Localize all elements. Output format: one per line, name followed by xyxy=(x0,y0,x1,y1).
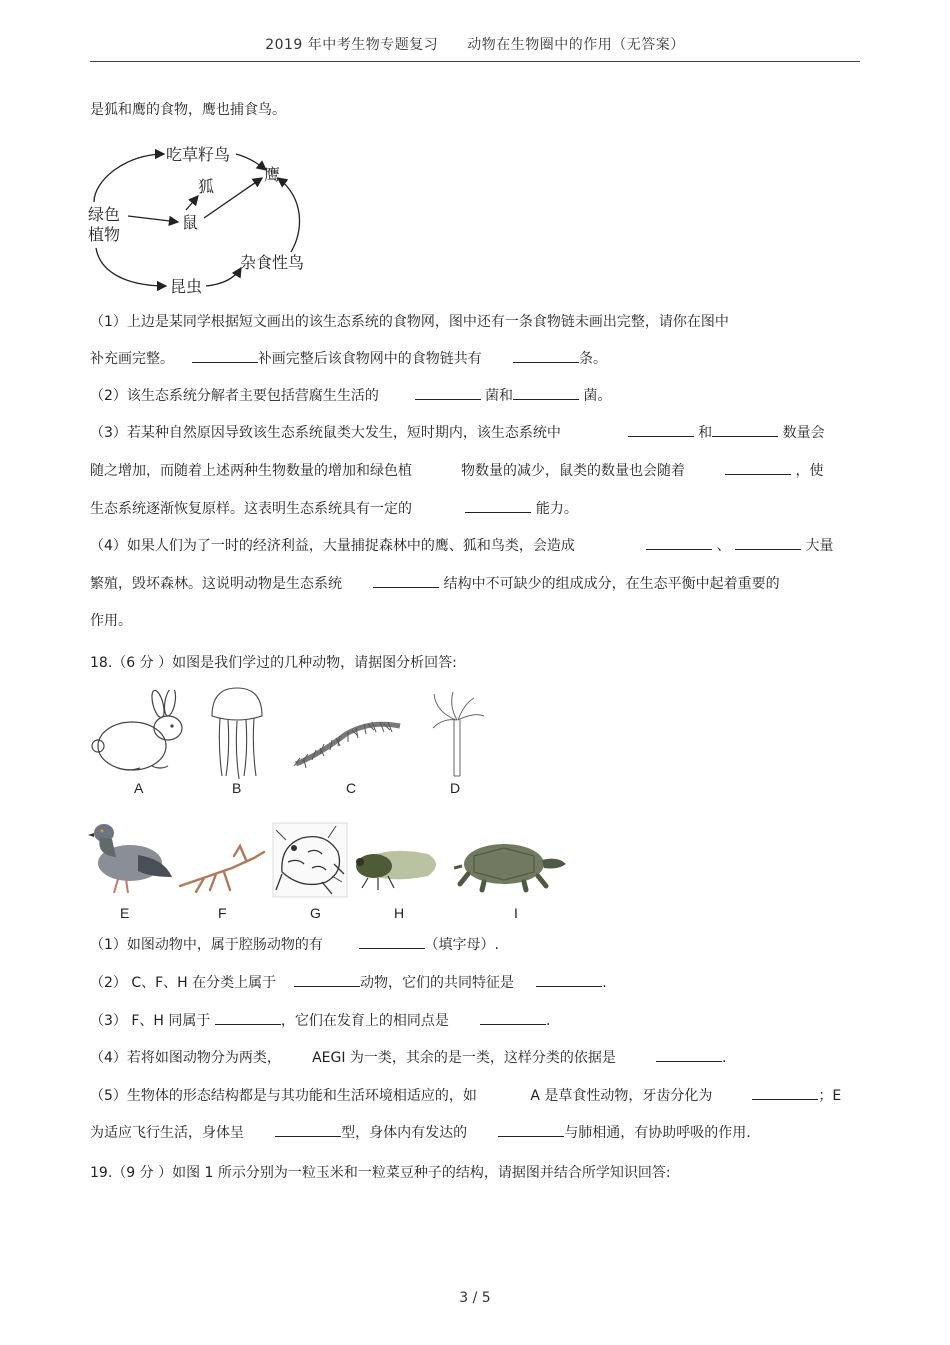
label-E: E xyxy=(120,905,130,921)
answer-blank[interactable] xyxy=(513,387,579,400)
label-A: A xyxy=(134,780,144,796)
label-C: C xyxy=(346,780,357,796)
q18-title: 18.（6 分 ）如图是我们学过的几种动物，请据图分析回答: xyxy=(90,655,457,671)
answer-blank[interactable] xyxy=(735,537,801,550)
rabbit-illustration xyxy=(88,690,192,776)
label-I: I xyxy=(514,905,518,921)
arrow-seedbird-to-eagle xyxy=(236,154,266,170)
arrow-insect-to-omnibird xyxy=(206,268,241,286)
arrow-omnibird-to-eagle xyxy=(278,178,300,252)
q17-part1-line1: （1）上边是某同学根据短文画出的该生态系统的食物网，图中还有一条食物链未画出完整，请你在图中 xyxy=(90,314,729,330)
label-F: F xyxy=(218,905,227,921)
answer-blank[interactable] xyxy=(373,575,439,588)
page-number: 3 / 5 xyxy=(459,1290,491,1306)
jellyfish-illustration xyxy=(208,686,266,782)
answer-blank[interactable] xyxy=(646,537,712,550)
centipede-illustration xyxy=(290,714,406,770)
node-fox: 狐 xyxy=(198,177,215,196)
answer-blank[interactable] xyxy=(275,1124,341,1137)
node-insect: 昆虫 xyxy=(170,277,203,296)
turtle-illustration xyxy=(454,834,570,894)
answer-blank[interactable] xyxy=(480,1012,546,1025)
answer-blank[interactable] xyxy=(498,1124,564,1137)
label-H: H xyxy=(394,905,405,921)
q18-part3: （3） F、H 同属于 ，它们在发育上的相同点是 . xyxy=(90,1013,551,1029)
answer-blank[interactable] xyxy=(752,1087,818,1100)
answer-blank[interactable] xyxy=(628,424,694,437)
q17-part4-line2: 繁殖，毁坏森林。这说明动物是生态系统 结构中不可缺少的组成成分，在生态平衡中起着重要的 xyxy=(90,576,780,592)
q18-part5-line2: 为适应飞行生活，身体呈 型，身体内有发达的 与肺相通，有协助呼吸的作用. xyxy=(90,1125,751,1141)
node-plant-line2: 植物 xyxy=(88,225,121,244)
frog-illustration xyxy=(272,822,348,898)
answer-blank[interactable] xyxy=(465,500,531,513)
answer-blank[interactable] xyxy=(359,936,425,949)
q18-part5-line1: （5）生物体的形态结构都是与其功能和生活环境相适应的，如 A 是草食性动物，牙齿分化为 ；E xyxy=(90,1088,842,1104)
q17-part1-line2: 补充画完整。 补画完整后该食物网中的食物链共有 条。 xyxy=(90,351,607,367)
answer-blank[interactable] xyxy=(415,387,481,400)
q17-part3-line1: （3）若某种自然原因导致该生态系统鼠类大发生，短时期内，该生态系统中 和 数量会 xyxy=(90,425,825,441)
hydra-illustration xyxy=(428,690,488,780)
answer-blank[interactable] xyxy=(712,424,778,437)
answer-blank[interactable] xyxy=(294,974,360,987)
q18-part2: （2） C、F、H 在分类上属于 动物，它们的共同特征是 . xyxy=(90,975,607,991)
node-seed-bird: 吃草籽鸟 xyxy=(166,145,231,164)
node-eagle: 鹰 xyxy=(264,165,281,184)
cicada-illustration xyxy=(348,838,448,892)
answer-blank[interactable] xyxy=(513,350,579,363)
label-G: G xyxy=(310,905,321,921)
arrow-plant-to-mouse xyxy=(128,216,178,222)
mantis-illustration xyxy=(176,842,268,894)
answer-blank[interactable] xyxy=(725,462,791,475)
intro-text: 是狐和鹰的食物，鹰也捕食鸟。 xyxy=(90,102,286,118)
arrow-mouse-to-fox xyxy=(186,196,198,210)
node-omnivore-bird: 杂食性鸟 xyxy=(240,253,305,272)
q17-part3-line2: 随之增加，而随着上述两种生物数量的增加和绿色植 物数量的减少，鼠类的数量也会随着 ，使 xyxy=(90,463,824,479)
food-web-diagram xyxy=(86,140,316,300)
q19-title: 19.（9 分 ）如图 1 所示分别为一粒玉米和一粒菜豆种子的结构，请据图并结合所学知识回答: xyxy=(90,1165,671,1181)
q17-part2: （2）该生态系统分解者主要包括营腐生生活的 菌和 菌。 xyxy=(90,388,612,404)
answer-blank[interactable] xyxy=(215,1012,281,1025)
q17-part4-line3: 作用。 xyxy=(90,613,132,629)
answer-blank[interactable] xyxy=(656,1049,722,1062)
page-header: 2019 年中考生物专题复习 动物在生物圈中的作用（无答案） xyxy=(265,37,685,53)
q18-part4: （4）若将如图动物分为两类， AEGI 为一类，其余的是一类，这样分类的依据是 . xyxy=(90,1050,727,1066)
label-B: B xyxy=(232,780,242,796)
q18-part1: （1）如图动物中，属于腔肠动物的有 （填字母）. xyxy=(90,937,499,953)
arrow-plant-to-seedbird xyxy=(94,154,164,202)
arrow-plant-to-insect xyxy=(96,248,166,286)
pigeon-illustration xyxy=(88,815,174,897)
header-rule xyxy=(90,61,860,62)
node-mouse: 鼠 xyxy=(182,213,199,232)
answer-blank[interactable] xyxy=(536,974,602,987)
q17-part4-line1: （4）如果人们为了一时的经济利益，大量捕捉森林中的鹰、狐和鸟类，会造成 、 大量 xyxy=(90,538,834,554)
node-plant-line1: 绿色 xyxy=(88,205,121,224)
answer-blank[interactable] xyxy=(192,350,258,363)
label-D: D xyxy=(450,780,461,796)
q17-part3-line3: 生态系统逐渐恢复原样。这表明生态系统具有一定的 能力。 xyxy=(90,501,578,517)
